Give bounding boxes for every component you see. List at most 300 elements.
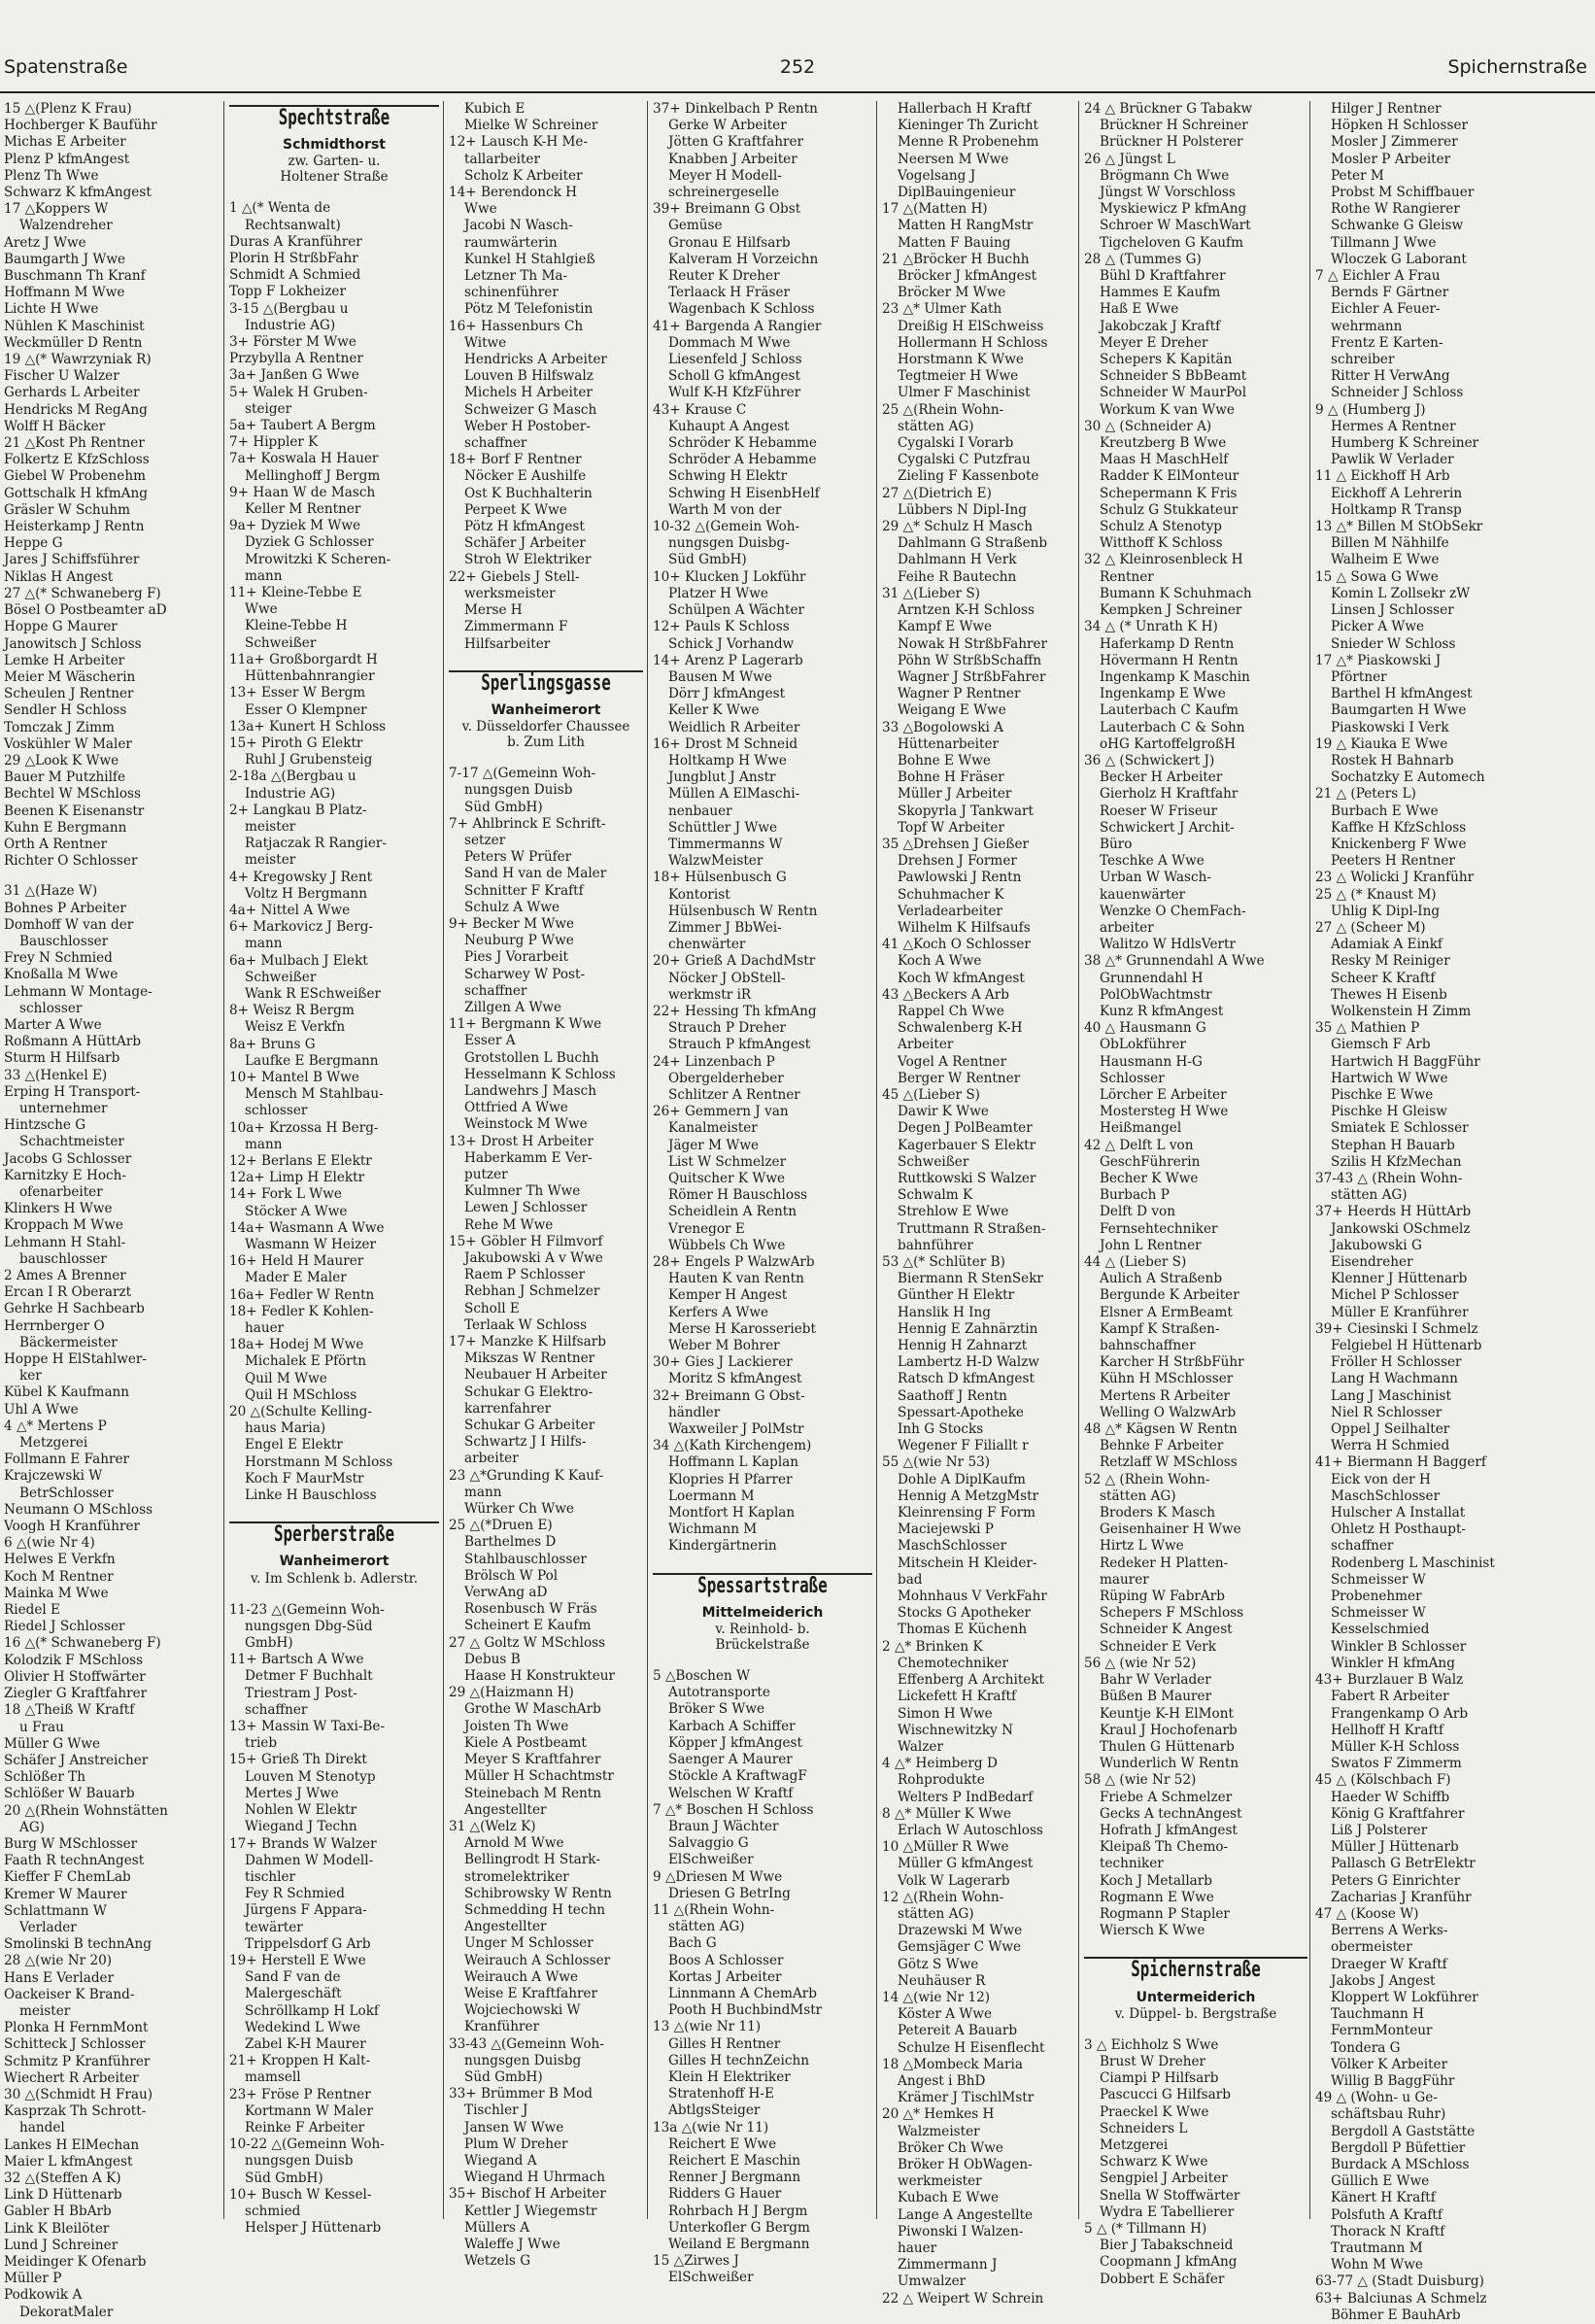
resident-entry: Pallasch G BetrElektr	[1331, 1856, 1476, 1872]
resident-entry: Industrie AG)	[245, 785, 336, 802]
resident-entry: Stocks G Apotheker	[898, 1605, 1032, 1622]
resident-entry: Biermann R StenSekr	[898, 1271, 1043, 1287]
house-entry: 3 △ Eichholz S Wwe	[1084, 2036, 1219, 2053]
house-entry: 33 △(Henkel E)	[4, 1067, 108, 1083]
house-entry: Buschmann Th Kranf	[4, 268, 146, 285]
directory-column	[1315, 101, 1593, 2323]
house-entry: Follmann E Fahrer	[4, 1452, 130, 1468]
column-divider	[443, 101, 444, 2219]
resident-entry: Szilis H KfzMechan	[1331, 1153, 1462, 1170]
resident-entry: Engel E Elektr	[245, 1437, 343, 1453]
house-entry: Hintzsche G	[4, 1117, 86, 1134]
house-entry: 47 △ (Koose W)	[1315, 1905, 1419, 1922]
resident-entry: Scheinert E Kaufm	[464, 1618, 592, 1634]
resident-entry: Ottfried A Wwe	[464, 1100, 568, 1116]
resident-entry: Lang H Wachmann	[1331, 1371, 1458, 1387]
resident-entry: Holtkamp R Transp	[1331, 501, 1462, 518]
house-entry: 9 △Driesen M Wwe	[653, 1868, 783, 1885]
house-entry: Bauer M Putzhilfe	[4, 769, 126, 786]
resident-entry: Burbach E Wwe	[1331, 803, 1439, 819]
house-entry: 13a △(wie Nr 11)	[653, 2119, 769, 2136]
house-entry: 11a+ Großborgardt H	[229, 651, 378, 667]
resident-entry: Scholl E	[464, 1300, 520, 1316]
house-entry: 28 △(wie Nr 20)	[4, 1953, 113, 1969]
resident-entry: Ingenkamp K Maschin	[1100, 668, 1250, 685]
house-entry: 15+ Grieß Th Direkt	[229, 1752, 367, 1768]
resident-entry: Berger W Rentner	[898, 1070, 1021, 1086]
resident-entry: Kubich E	[464, 101, 526, 117]
house-entry: Lichte H Wwe	[4, 301, 99, 318]
resident-entry: Chemotechniker	[898, 1655, 1009, 1671]
resident-entry: Pooth H BuchbindMstr	[668, 2002, 823, 2019]
house-entry: Olivier H Stoffwärter	[4, 1668, 146, 1685]
house-entry: Ercan I R Oberarzt	[4, 1284, 132, 1301]
resident-entry: mann	[245, 936, 283, 952]
resident-entry: Drazewski M Wwe	[898, 1923, 1023, 1939]
resident-entry: Schwalenberg K-H	[898, 1020, 1023, 1037]
house-entry: 32 △(Steffen A K)	[4, 2170, 121, 2186]
house-entry: 19 △(* Wawrzyniak R)	[4, 352, 152, 368]
house-entry: 19 △ Kiauka E Wwe	[1315, 735, 1448, 752]
resident-entry: putzer	[464, 1166, 508, 1182]
street-range: b. Zum Lith	[507, 735, 585, 751]
resident-entry: Wübbels Ch Wwe	[668, 1237, 786, 1253]
resident-entry: Piwonski I Walzen-	[898, 2223, 1024, 2239]
house-entry: 18 △Theiß W Kraftf	[4, 1702, 135, 1719]
resident-entry: Strauch P kfmAngest	[668, 1037, 811, 1053]
house-entry: 4+ Kregowsky J Rent	[229, 869, 373, 885]
house-entry: Hendricks M RegAng	[4, 401, 148, 418]
page-number: 252	[779, 56, 816, 78]
resident-entry: Bahr W Verlader	[1100, 1672, 1211, 1689]
resident-entry: Pawlowski J Rentn	[898, 870, 1022, 886]
house-entry: 6a+ Mulbach J Elekt	[229, 952, 368, 969]
resident-entry: Hausmann H-G	[1100, 1053, 1203, 1070]
resident-entry: Billen M Nähhilfe	[1331, 535, 1449, 552]
house-entry: Nühlen K Maschinist	[4, 318, 145, 334]
house-entry: 16+ Drost M Schneid	[653, 735, 798, 752]
resident-entry: Müller J Arbeiter	[898, 786, 1012, 803]
resident-entry: Swatos F Zimmerm	[1331, 1756, 1462, 1772]
directory-column	[882, 101, 1076, 2307]
resident-entry: Gecks A technAngest	[1100, 1805, 1242, 1822]
house-entry: Ziegler G Kraftfahrer	[4, 1686, 148, 1702]
resident-entry: Kesselschmied	[1331, 1622, 1430, 1638]
resident-entry: Wagenbach K Schloss	[668, 301, 815, 318]
resident-entry: stätten AG)	[898, 1905, 974, 1922]
resident-entry: Wank R ESchweißer	[245, 985, 382, 1002]
resident-entry: WalzwMeister	[668, 853, 764, 870]
street-title: Sperberstraße	[274, 1522, 394, 1548]
street-title: Sperlingsgasse	[481, 670, 611, 696]
resident-entry: Kieninger Th Zuricht	[898, 118, 1038, 134]
house-entry: 33-43 △(Gemeinn Woh-	[449, 2035, 604, 2052]
house-entry: Frey N Schmied	[4, 950, 113, 967]
resident-entry: Werra H Schmied	[1331, 1438, 1450, 1454]
resident-entry: Braun J Wächter	[668, 1818, 779, 1834]
street-range: v. Reinhold- b.	[715, 1622, 810, 1638]
resident-entry: Peeters H Rentner	[1331, 853, 1455, 870]
resident-entry: schaffner	[464, 435, 527, 452]
resident-entry: Bauschlosser	[19, 933, 109, 949]
resident-entry: Brögmann Ch Wwe	[1100, 167, 1230, 184]
house-entry: 48 △* Kägsen W Rentn	[1084, 1421, 1238, 1438]
resident-entry: Hartwich H BaggFühr	[1331, 1053, 1480, 1070]
resident-entry: Müller H Schachtmstr	[464, 1768, 614, 1785]
resident-entry: Scheer K Kraftf	[1331, 970, 1436, 986]
house-entry: 11 △ Eickhoff H Arb	[1315, 468, 1450, 485]
resident-entry: Bohne H Fräser	[898, 769, 1004, 786]
house-entry: Koch M Rentner	[4, 1568, 114, 1585]
house-entry: 3+ Förster M Wwe	[229, 334, 356, 351]
resident-entry: Weidlich R Arbeiter	[668, 719, 800, 735]
resident-entry: Ruhl J Grubensteig	[245, 752, 373, 769]
resident-entry: Schwalm K	[898, 1187, 973, 1204]
resident-entry: Cygalski I Vorarb	[898, 435, 1014, 452]
resident-entry: Arnold M Wwe	[464, 1835, 564, 1852]
resident-entry: Merse H Karosseriebt	[668, 1320, 816, 1337]
resident-entry: Ratjaczak R Rangier-	[245, 836, 388, 852]
street-heading	[229, 1521, 439, 1548]
resident-entry: Stöckle A KraftwagF	[668, 1768, 807, 1785]
resident-entry: Keuntje K-H ElMont	[1100, 1705, 1234, 1722]
resident-entry: Schnitter F Kraftf	[464, 882, 584, 899]
resident-entry: Bröcker J kfmAngest	[898, 268, 1037, 285]
resident-entry: Neubauer H Arbeiter	[464, 1367, 607, 1384]
resident-entry: Heißmangel	[1100, 1120, 1182, 1137]
resident-entry: Snella W Stoffwärter	[1100, 2187, 1240, 2204]
resident-entry: Nöcker E Aushilfe	[464, 468, 587, 485]
house-entry: 20+ Grieß A DachdMstr	[653, 953, 816, 970]
resident-entry: Stahlbauschlosser	[464, 1551, 587, 1567]
spacer	[229, 1504, 439, 1518]
resident-entry: Willig B BaggFühr	[1331, 2072, 1455, 2089]
house-entry: 10+ Busch W Kessel-	[229, 2186, 372, 2203]
house-entry: Hoppe G Maurer	[4, 619, 118, 635]
resident-entry: Walzendreher	[19, 218, 113, 234]
resident-entry: Mellinghoff J Bergm	[245, 467, 381, 484]
house-entry: Krajczewski W	[4, 1468, 103, 1485]
house-entry: Domhoff W van der	[4, 916, 134, 933]
house-entry: 32 △ Kleinrosenbleck H	[1084, 552, 1243, 568]
resident-entry: Bäckermeister	[19, 1334, 118, 1350]
house-entry: Heisterkamp J Rentn	[4, 519, 145, 535]
resident-entry: Wagner J StrßbFahrer	[898, 668, 1046, 685]
resident-entry: Hennig H Zahnarzt	[898, 1338, 1028, 1354]
resident-entry: Koch W kfmAngest	[898, 970, 1025, 986]
resident-entry: Klein H Elektriker	[668, 2068, 791, 2085]
resident-entry: Scholz K Arbeiter	[464, 167, 583, 184]
house-entry: Giebel W Probenehm	[4, 468, 146, 485]
resident-entry: Oppel J Seilhalter	[1331, 1421, 1450, 1438]
resident-entry: Witwe	[464, 334, 507, 351]
resident-entry: Zimmer J BbWei-	[668, 919, 782, 936]
resident-entry: Smiatek E Schlosser	[1331, 1120, 1469, 1137]
resident-entry: händler	[668, 1404, 721, 1420]
resident-entry: Pischke E Wwe	[1331, 1086, 1434, 1103]
resident-entry: Süd GmbH)	[245, 2170, 323, 2186]
resident-entry: Wunderlich W Rentn	[1100, 1756, 1239, 1772]
resident-entry: Radder K ElMonteur	[1100, 468, 1239, 485]
resident-entry: Vogel A Rentner	[898, 1053, 1007, 1070]
resident-entry: Wetzels G	[464, 2253, 531, 2270]
house-entry: Sendler H Schloss	[4, 702, 127, 719]
resident-entry: Kortmann W Maler	[245, 2102, 373, 2119]
resident-entry: Wischnewitzky N	[898, 1722, 1013, 1738]
resident-entry: Weirauch A Schlosser	[464, 1952, 611, 1968]
house-entry: 39+ Ciesinski I Schmelz	[1315, 1320, 1478, 1337]
house-entry: 29 △(Haizmann H)	[449, 1685, 574, 1701]
house-entry: 15+ Piroth G Elektr	[229, 735, 363, 751]
house-entry: Topp F Lokheizer	[229, 284, 346, 300]
spacer	[1084, 2024, 1307, 2037]
house-entry: Lemke H Arbeiter	[4, 652, 125, 668]
resident-entry: König G Kraftfahrer	[1331, 1805, 1465, 1822]
house-entry: Klinkers H Wwe	[4, 1201, 113, 1217]
resident-entry: Knabben J Arbeiter	[668, 151, 798, 167]
resident-entry: Ulmer F Maschinist	[898, 385, 1031, 401]
resident-entry: Kortas J Arbeiter	[668, 1968, 782, 1985]
house-entry: 15 △ Sowa G Wwe	[1315, 568, 1439, 585]
resident-entry: Arbeiter	[898, 1037, 954, 1053]
house-entry: Gottschalk H kfmAng	[4, 485, 148, 501]
resident-entry: Ratsch D kfmAngest	[898, 1371, 1035, 1387]
resident-entry: Hennig A MetzgMstr	[898, 1487, 1039, 1504]
house-entry: Schlattmann W	[4, 1902, 107, 1919]
house-entry: Herrnberger O	[4, 1317, 105, 1334]
resident-entry: Kalveram H Vorzeichn	[668, 251, 819, 267]
house-entry: 11-23 △(Gemeinn Woh-	[229, 1601, 385, 1618]
resident-entry: Kempken J Schreiner	[1100, 602, 1242, 619]
resident-entry: Kanalmeister	[668, 1120, 758, 1137]
resident-entry: Landwehrs J Masch	[464, 1082, 596, 1099]
resident-entry: Picker A Wwe	[1331, 619, 1424, 635]
resident-entry: Piaskowski I Verk	[1331, 719, 1449, 735]
resident-entry: Matten F Bauing	[898, 234, 1011, 251]
resident-entry: Moritz S kfmAngest	[668, 1371, 802, 1387]
resident-entry: Neuburg P Wwe	[464, 933, 574, 949]
house-entry: Plenz P kfmAngest	[4, 151, 130, 167]
resident-entry: Schröllkamp H Lokf	[245, 2002, 379, 2019]
directory-column	[4, 101, 225, 2320]
district-name: Schmidthorst	[283, 137, 386, 154]
resident-entry: Schuhmacher K	[898, 886, 1004, 903]
house-entry: 41+ Biermann H Baggerf	[1315, 1454, 1486, 1471]
resident-entry: Louven B Hilfswalz	[464, 368, 594, 385]
resident-entry: mann	[245, 1136, 283, 1152]
house-entry: 6 △(wie Nr 4)	[4, 1535, 95, 1552]
resident-entry: Coopmann J kfmAng	[1100, 2254, 1238, 2271]
resident-entry: Montfort H Kaplan	[668, 1505, 796, 1521]
resident-entry: Weisz E Verkfn	[245, 1019, 346, 1036]
resident-entry: Schwartz J I Hilfs-	[464, 1434, 587, 1451]
resident-entry: Fey R Schmied	[245, 1886, 345, 1902]
resident-entry: Weber H Postober-	[464, 418, 591, 434]
resident-entry: Kampf E Wwe	[898, 619, 993, 635]
house-entry: 37+ Dinkelbach P Rentn	[653, 101, 818, 117]
resident-entry: Schülpen A Wächter	[668, 602, 805, 619]
resident-entry: Probenehmer	[1331, 1589, 1422, 1605]
house-entry: Müller G Wwe	[4, 1735, 101, 1752]
resident-entry: Kraul J Hochofenarb	[1100, 1722, 1238, 1738]
house-entry: 12+ Pauls K Schloss	[653, 619, 790, 635]
resident-entry: Sochatzky E Automech	[1331, 769, 1485, 786]
house-entry: 38 △* Grunnendahl A Wwe	[1084, 953, 1265, 970]
house-entry: Plenz Th Wwe	[4, 167, 99, 184]
resident-entry: Weiland E Bergmann	[668, 2236, 810, 2252]
resident-entry: Laufke E Bergmann	[245, 1052, 379, 1069]
house-entry: Sturm H Hilfsarb	[4, 1050, 120, 1067]
district-name: Wanheimerort	[491, 701, 601, 718]
resident-entry: Kleine-Tebbe H	[245, 618, 348, 634]
resident-entry: Wasmann W Heizer	[245, 1237, 376, 1252]
resident-entry: Känert H Kraftf	[1331, 2190, 1436, 2206]
resident-entry: Urban W Wasch-	[1100, 870, 1211, 886]
spacer	[653, 1655, 872, 1668]
resident-entry: Kiele A Postbeamt	[464, 1734, 587, 1751]
house-entry: 18a+ Hodej M Wwe	[229, 1337, 364, 1353]
resident-entry: Kloppert W Lokführer	[1331, 1989, 1478, 2005]
resident-entry: Brölsch W Pol	[464, 1567, 559, 1584]
resident-entry: Probst M Schiffbauer	[1331, 185, 1475, 201]
resident-entry: Jacobi N Wasch-	[464, 218, 573, 234]
house-entry: 11+ Bartsch A Wwe	[229, 1652, 364, 1668]
house-entry: Voskühler W Maler	[4, 735, 132, 752]
resident-entry: Krämer J TischlMstr	[898, 2090, 1035, 2106]
resident-entry: Kunz R kfmAngest	[1100, 1003, 1224, 1019]
resident-entry: bahnschaffner	[1100, 1338, 1196, 1354]
house-entry: 39+ Breimann G Obst	[653, 201, 801, 218]
resident-entry: Tischler J	[464, 2102, 528, 2119]
resident-entry: Kagerbauer S Elektr	[898, 1137, 1036, 1153]
house-entry: 11+ Bergmann K Wwe	[449, 1016, 602, 1033]
resident-entry: Wiegand J Techn	[245, 1819, 357, 1835]
resident-entry: Winkler B Schlosser	[1331, 1638, 1467, 1655]
resident-entry: Jakobczak J Kraftf	[1100, 318, 1221, 334]
resident-entry: VerwAng aD	[464, 1585, 548, 1601]
resident-entry: Welters P IndBedarf	[898, 1789, 1034, 1805]
resident-entry: Praeckel K Wwe	[1100, 2103, 1209, 2120]
resident-entry: Perpeet K Wwe	[464, 501, 567, 518]
resident-entry: Hammes E Kaufm	[1100, 285, 1221, 301]
resident-entry: Detmer F Buchhalt	[245, 1668, 373, 1685]
resident-entry: Eichler A Feuer-	[1331, 301, 1441, 318]
house-entry: 34 △ (* Unrath K H)	[1084, 619, 1218, 635]
resident-entry: Kaffke H KfzSchloss	[1331, 819, 1467, 836]
resident-entry: Bergdoll A Gaststätte	[1331, 2123, 1476, 2139]
resident-entry: Horstmann K Wwe	[898, 352, 1024, 368]
resident-entry: Brust W Dreher	[1100, 2053, 1206, 2069]
resident-entry: bauschlosser	[19, 1250, 107, 1267]
resident-entry: Geisenhainer H Wwe	[1100, 1521, 1241, 1538]
resident-entry: Rohprodukte	[898, 1772, 985, 1789]
resident-entry: Kettler J Wiegemstr	[464, 2203, 597, 2219]
resident-entry: Rodenberg L Maschinist	[1331, 1555, 1495, 1571]
resident-entry: Adamiak A Einkf	[1331, 937, 1442, 953]
house-entry: 23 △ Wolicki J Kranführ	[1315, 870, 1475, 886]
house-entry: Oackeiser K Brand-	[4, 1986, 135, 2002]
resident-entry: Stöcker A Wwe	[245, 1203, 348, 1219]
resident-entry: Linke H Bauschloss	[245, 1487, 377, 1504]
resident-entry: Pförtner	[1331, 668, 1387, 685]
house-entry: 17+ Manzke K Hilfsarb	[449, 1334, 606, 1350]
resident-entry: ElSchweißer	[668, 2270, 754, 2286]
resident-entry: unternehmer	[19, 1100, 108, 1116]
house-entry: 5+ Walek H Gruben-	[229, 384, 368, 400]
house-entry: 16+ Hassenburs Ch	[449, 318, 584, 334]
resident-entry: Volk W Lagerarb	[898, 1872, 1010, 1889]
resident-entry: Thomas E Küchenh	[898, 1622, 1028, 1638]
street-heading	[229, 130, 439, 185]
house-entry: 31 △(Haze W)	[4, 883, 98, 900]
house-entry: 31 △(Welz K)	[449, 1818, 536, 1834]
resident-entry: Komin L Zollsekr zW	[1331, 585, 1471, 601]
resident-entry: Haeder W Schiffb	[1331, 1789, 1450, 1805]
resident-entry: Menne R Probenehm	[898, 134, 1039, 151]
resident-entry: Kuhaupt A Angest	[668, 418, 790, 434]
resident-entry: Müller J Hüttenarb	[1331, 1839, 1459, 1856]
resident-entry: haus Maria)	[245, 1420, 326, 1437]
resident-entry: Scharwey W Post-	[464, 966, 586, 982]
house-entry: Heppe G	[4, 535, 63, 552]
house-entry: 21 △Kost Ph Rentner	[4, 435, 145, 452]
resident-entry: Burbach P	[1100, 1187, 1170, 1204]
house-entry: 20 △(Rhein Wohnstätten	[4, 1802, 168, 1819]
resident-entry: Grothe W MaschArb	[464, 1701, 601, 1718]
resident-entry: Schick J Vorhandw	[668, 635, 795, 652]
resident-entry: Retzlaff W MSchloss	[1100, 1454, 1238, 1471]
house-entry: 21 △ (Peters L)	[1315, 786, 1416, 803]
house-entry: 45 △ (Kölschbach F)	[1315, 1772, 1451, 1789]
resident-entry: schaffner	[464, 982, 527, 999]
resident-entry: nungsgen Duisb	[464, 782, 573, 799]
resident-entry: Platzer H Wwe	[668, 585, 768, 601]
resident-entry: Köster A Wwe	[898, 2006, 993, 2023]
directory-column	[229, 101, 439, 2237]
resident-entry: Ciampi P Hilfsarb	[1100, 2070, 1219, 2087]
resident-entry: Schwing H EisenbHelf	[668, 485, 820, 501]
house-entry: Bechtel W MSchloss	[4, 786, 141, 803]
resident-entry: Peters W Prüfer	[464, 849, 572, 866]
house-entry: Kroppach M Wwe	[4, 1217, 123, 1234]
resident-entry: Arntzen K-H Schloss	[898, 602, 1035, 619]
resident-entry: Wegener F Filiallt r	[898, 1438, 1029, 1454]
house-entry: 7 △* Boschen H Schloss	[653, 1801, 814, 1818]
house-entry: Kuhn E Bergmann	[4, 819, 127, 836]
street-range: v. Im Schlenk b. Adlerstr.	[251, 1570, 418, 1587]
resident-entry: Degen J PolBeamter	[898, 1120, 1033, 1137]
house-entry: 32+ Breimann G Obst-	[653, 1387, 805, 1404]
resident-entry: Feihe R Bautechn	[898, 568, 1017, 585]
resident-entry: Dohle A DiplKaufm	[898, 1471, 1026, 1487]
house-entry: 2+ Langkau B Platz-	[229, 802, 367, 818]
resident-entry: Hülsenbusch W Rentn	[668, 903, 818, 919]
house-entry: Meier M Wäscherin	[4, 668, 136, 685]
resident-entry: schreinergeselle	[668, 185, 780, 201]
resident-entry: schreiber	[1331, 352, 1395, 368]
resident-entry: Lickefett H Kraftf	[898, 1689, 1017, 1705]
house-entry: Meidinger K Ofenarb	[4, 2254, 147, 2270]
house-entry: 22+ Giebels J Stell-	[449, 568, 580, 585]
resident-entry: Haß E Wwe	[1100, 301, 1179, 318]
resident-entry: Hellhoff H Kraftf	[1331, 1722, 1443, 1738]
resident-entry: Malergeschäft	[245, 1986, 342, 2002]
resident-entry: Dreißig H ElSchweiss	[898, 318, 1044, 334]
resident-entry: Jankowski OSchmelz	[1331, 1220, 1471, 1237]
resident-entry: Rohrbach H J Bergm	[668, 2203, 808, 2219]
resident-entry: Schepermann K Fris	[1100, 485, 1238, 501]
resident-entry: Grunnendahl H	[1100, 970, 1204, 986]
